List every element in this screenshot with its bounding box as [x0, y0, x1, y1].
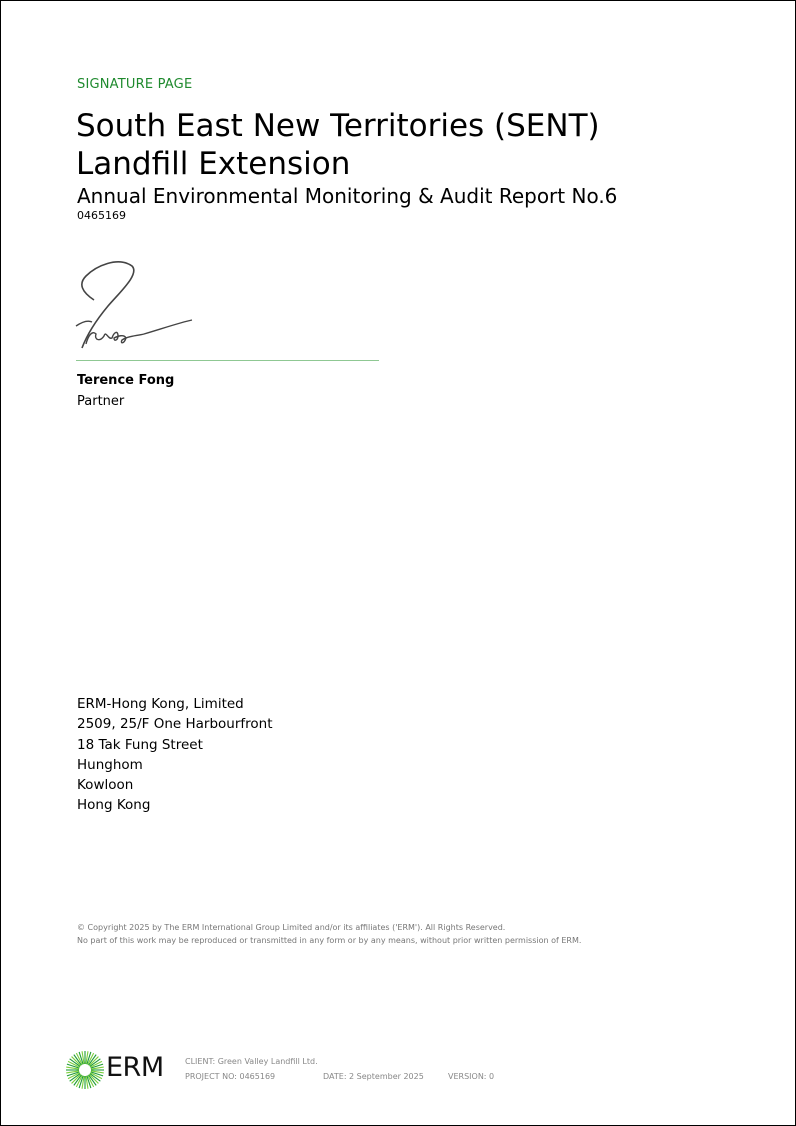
footer-date: DATE: 2 September 2025 — [323, 1072, 424, 1081]
project-code: 0465169 — [77, 209, 126, 222]
title-line-2: Landfill Extension — [76, 146, 351, 182]
signatory-name: Terence Fong — [77, 373, 175, 388]
address-line: 18 Tak Fung Street — [77, 736, 203, 753]
footer-version: VERSION: 0 — [448, 1072, 495, 1081]
erm-logo-text: ERM — [106, 1052, 164, 1083]
title-line-1: South East New Territories (SENT) — [76, 108, 600, 144]
signatory-role: Partner — [77, 394, 125, 409]
address-line: Kowloon — [77, 777, 134, 794]
document-title — [76, 107, 600, 183]
copyright-line: © Copyright 2025 by The ERM International Group Limited and/or its affiliates ('ERM'). All Rights Reserved. — [77, 923, 506, 932]
signature-image — [74, 258, 199, 353]
copyright-line: No part of this work may be reproduced or transmitted in any form or by any means, without prior written permission of ERM. — [77, 935, 582, 945]
signature-line — [76, 360, 379, 361]
address-line: ERM-Hong Kong, Limited — [77, 696, 244, 712]
page-label: SIGNATURE PAGE — [77, 77, 193, 92]
erm-logo-icon — [65, 1050, 105, 1090]
footer-client: CLIENT: Green Valley Landfill Ltd. — [185, 1057, 318, 1066]
address-line: 2509, 25/F One Harbourfront — [77, 716, 273, 733]
document-subtitle: Annual Environmental Monitoring & Audit Report No.6 — [77, 184, 618, 208]
office-address — [77, 694, 273, 816]
footer-project-no: PROJECT NO: 0465169 — [185, 1072, 276, 1081]
address-line: Hunghom — [77, 756, 143, 773]
copyright-notice — [77, 922, 581, 947]
address-line: Hong Kong — [77, 797, 151, 814]
